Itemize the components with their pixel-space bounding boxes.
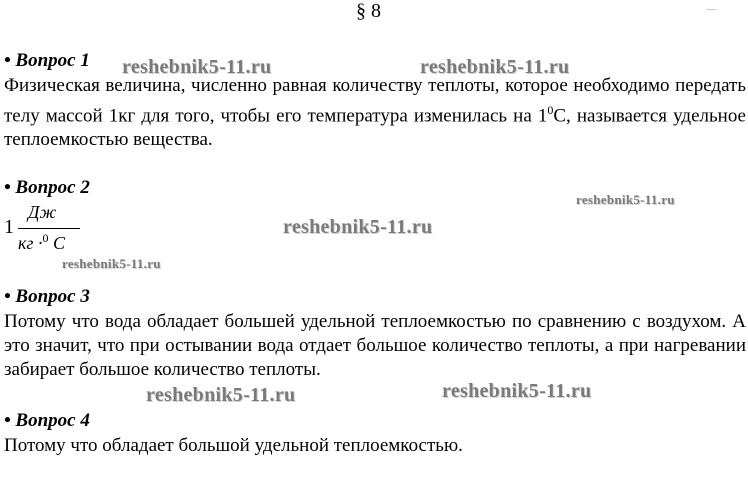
question-3-title: • Вопрос 3 xyxy=(4,286,90,307)
watermark: reshebnik5-11.ru xyxy=(62,256,161,271)
question-1-answer xyxy=(4,74,746,152)
question-2-title: • Вопрос 2 xyxy=(4,177,90,198)
fraction-numerator: Дж xyxy=(28,202,57,222)
degree-superscript: 0 xyxy=(547,103,554,117)
question-3-answer: Потому что вода обладает большей удельной теплоемкостью по сравнению с воздухом. А это значит, что при остывании вода отдает большое количество теплоты, а при нагревании забирает большое количество теплоты. xyxy=(4,311,746,380)
watermark: reshebnik5-11.ru xyxy=(146,384,296,406)
fraction-denominator xyxy=(18,231,65,254)
watermark: reshebnik5-11.ru xyxy=(283,216,433,238)
question-1-text-b: С, называется удельное теплоемкостью вещества. xyxy=(4,105,746,151)
watermark: reshebnik5-11.ru xyxy=(122,56,272,78)
fraction-bar xyxy=(18,228,80,229)
denominator-celsius: С xyxy=(48,233,65,253)
corner-mark: — xyxy=(706,4,716,15)
question-1-title: • Вопрос 1 xyxy=(4,50,90,71)
question-1-text-a: Физическая величина, численно равная количеству теплоты, которое необходимо передать телу массой 1кг для того, чтобы его температура изменилась на 1 xyxy=(4,75,746,127)
section-title: § 8 xyxy=(356,0,381,22)
watermark: reshebnik5-11.ru xyxy=(442,380,592,402)
watermark: reshebnik5-11.ru xyxy=(420,56,570,78)
unit-fraction xyxy=(4,200,94,258)
question-4-answer: Потому что обладает большой удельной теплоемкостью. xyxy=(4,435,463,456)
fraction-coefficient: 1 xyxy=(4,216,14,238)
denominator-degree: 0 xyxy=(42,231,49,245)
question-4-title: • Вопрос 4 xyxy=(4,410,90,431)
watermark: reshebnik5-11.ru xyxy=(576,192,675,207)
denominator-mass-unit: кг · xyxy=(18,233,43,253)
